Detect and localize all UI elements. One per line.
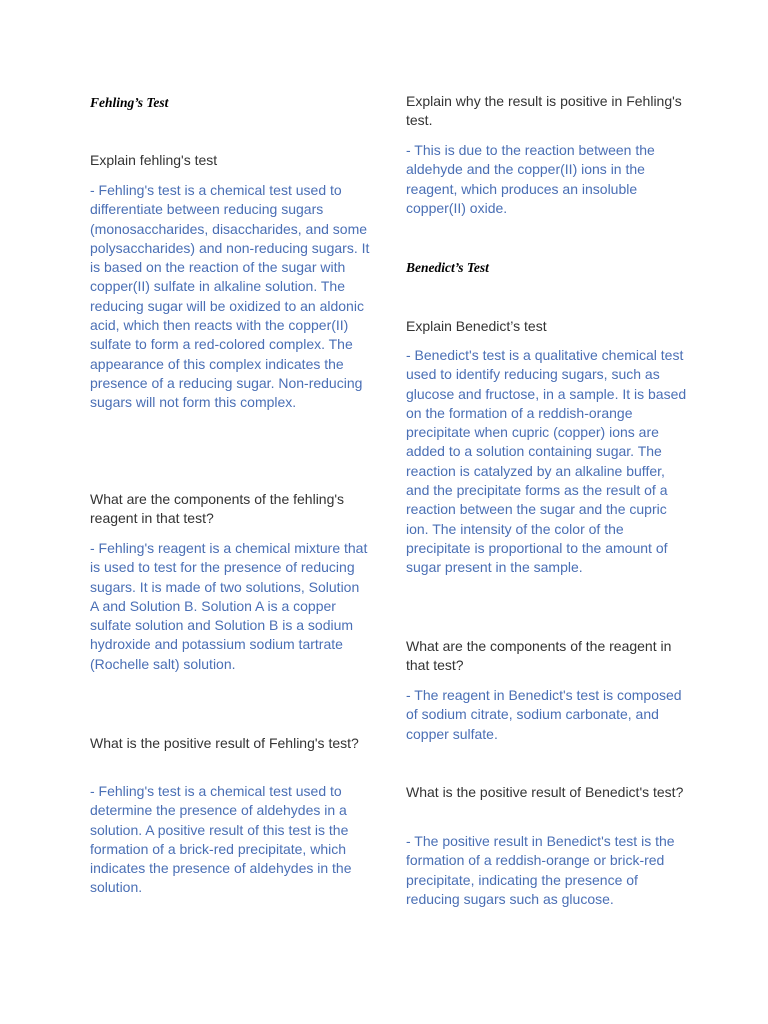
fehling-heading: Fehling’s Test xyxy=(90,95,169,110)
benedict-heading: Benedict’s Test xyxy=(406,260,489,275)
fehling-answer-why-positive: - This is due to the reaction between the aldehyde and the copper(II) ions in the reagent, which produces an insoluble copper(II) oxide. xyxy=(406,142,655,216)
fehling-question-explain: Explain fehling's test xyxy=(90,152,218,168)
fehling-question-positive: What is the positive result of Fehling's test? xyxy=(90,735,359,751)
benedict-answer-positive: - The positive result in Benedict's test is the formation of a reddish-orange or brick-red precipitate, indicating the presence of reducing sugars such as glucose. xyxy=(406,833,675,907)
benedict-question-components: What are the components of the reagent in that test? xyxy=(406,638,672,674)
benedict-answer-explain: - Benedict's test is a qualitative chemical test used to identify reducing sugars, such as glucose and fructose, in a sample. It is based on the formation of a reddish-orange precipitate when cupric (copper) ions are added to a solution containing sugar. The reaction is catalyzed by an alkaline buffer, and the precipitate forms as the result of a reaction between the sugar and the cupric ion. The intensity of the color of the precipitate is proportional to the amount of sugar present in the sample. xyxy=(406,347,687,576)
fehling-question-why-positive: Explain why the result is positive in Fehling's test. xyxy=(406,93,682,129)
fehling-answer-explain: - Fehling's test is a chemical test used to differentiate between reducing sugars (monosaccharides, disaccharides, and some polysaccharides) and non-reducing sugars. It is based on the reaction of the sugar with copper(II) sulfate in alkaline solution. The reducing sugar will be oxidized to an aldonic acid, which then reacts with the copper(II) sulfate to form a red-colored complex. The appearance of this complex indicates the presence of a reducing sugar. Non-reducing sugars will not form this complex. xyxy=(90,182,370,411)
benedict-question-positive: What is the positive result of Benedict's test? xyxy=(406,784,684,800)
fehling-answer-components: - Fehling's reagent is a chemical mixture that is used to test for the presence of reducing sugars. It is made of two solutions, Solution A and Solution B. Solution A is a copper sulfate solution and Solution B is a sodium hydroxide and potassium sodium tartrate (Rochelle salt) solution. xyxy=(90,540,368,672)
fehling-question-components: What are the components of the fehling's reagent in that test? xyxy=(90,491,345,527)
benedict-question-explain: Explain Benedict’s test xyxy=(406,318,547,334)
fehling-answer-positive: - Fehling's test is a chemical test used to determine the presence of aldehydes in a solution. A positive result of this test is the formation of a brick-red precipitate, which indicates the presence of aldehydes in the solution. xyxy=(90,783,352,896)
benedict-answer-components: - The reagent in Benedict's test is composed of sodium citrate, sodium carbonate, and copper sulfate. xyxy=(406,687,682,742)
